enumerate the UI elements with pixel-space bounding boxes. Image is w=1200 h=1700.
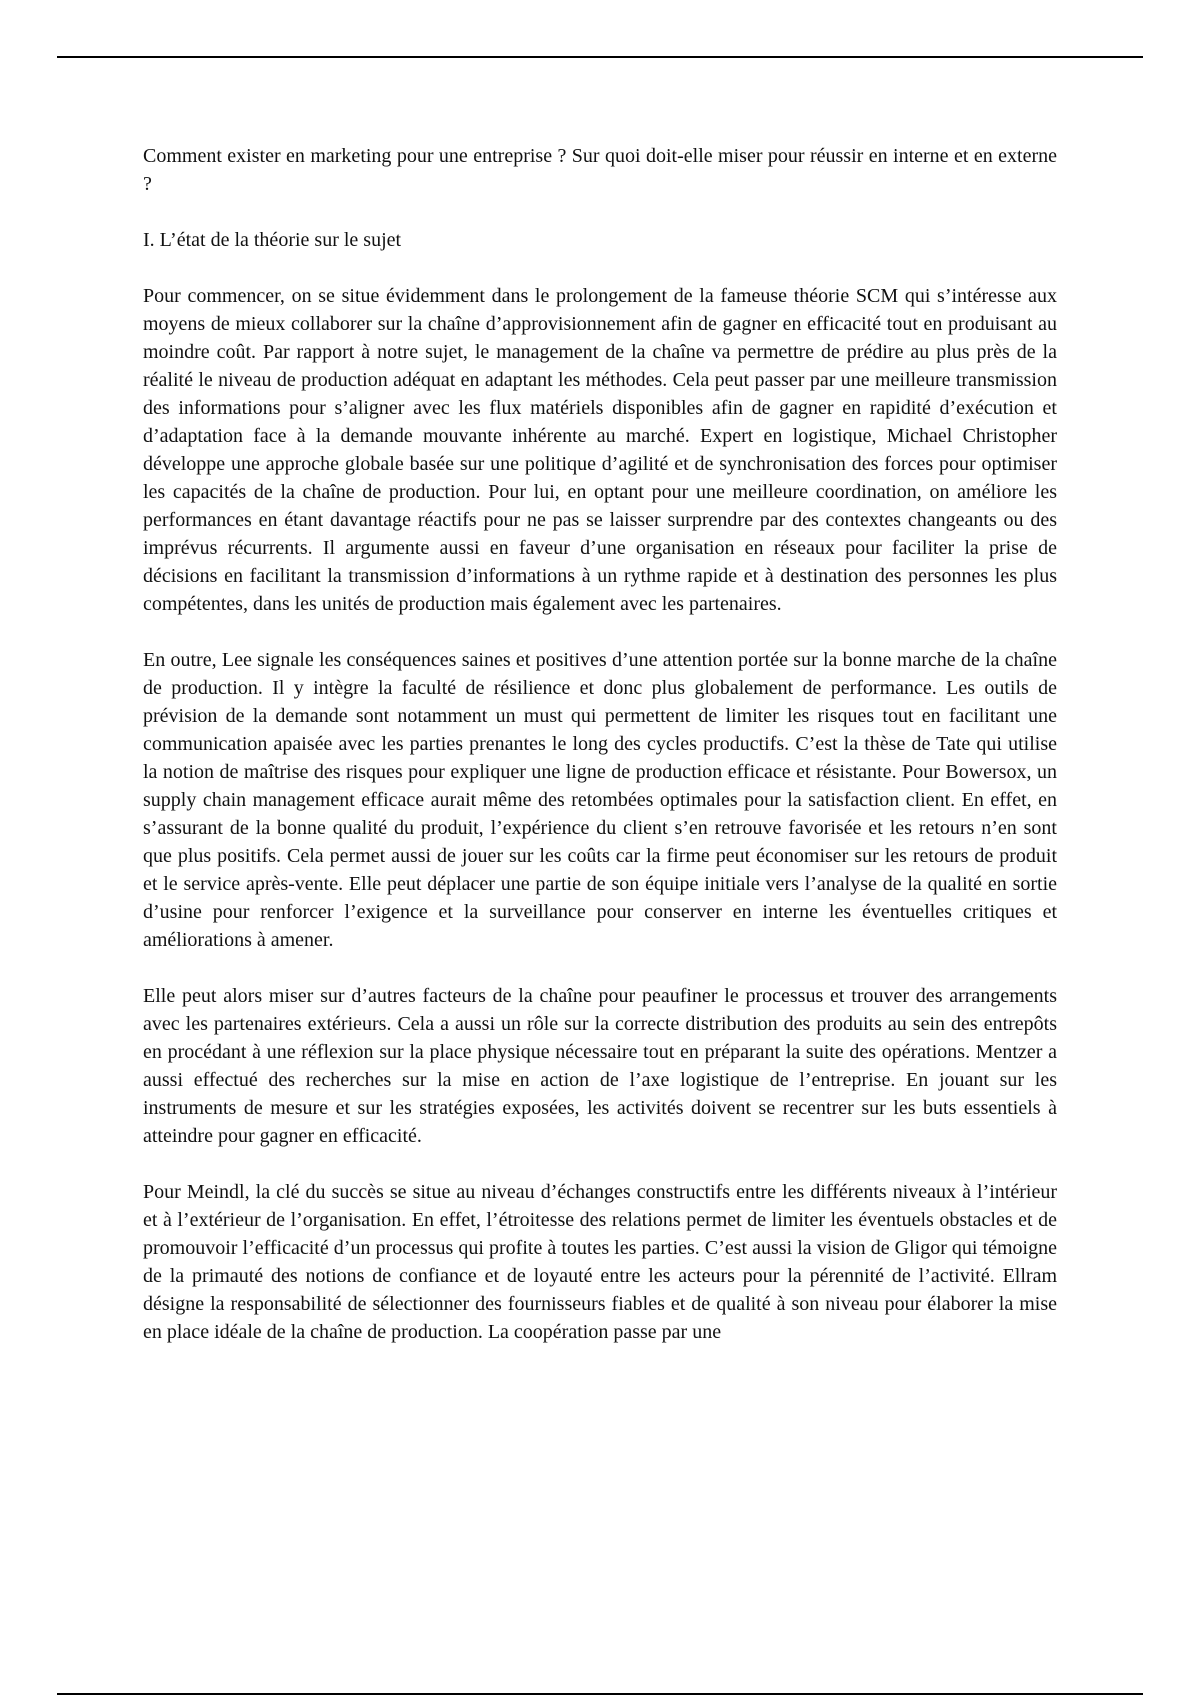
top-rule xyxy=(57,56,1143,58)
bottom-rule xyxy=(57,1693,1143,1695)
page-body xyxy=(143,142,1057,1346)
intro-question: Comment exister en marketing pour une entreprise ? Sur quoi doit-elle miser pour réussir en interne et en externe ? xyxy=(143,145,1057,195)
paragraph-chain-factors: Elle peut alors miser sur d’autres facteurs de la chaîne pour peaufiner le processus et trouver des arrangements avec les partenaires extérieurs. Cela a aussi un rôle sur la correcte distribution des produits au sein des entrepôts en procédant à une réflexion sur la place physique nécessaire tout en préparant la suite des opérations. Mentzer a aussi effectué des recherches sur la mise en action de l’axe logistique de l’entreprise. En jouant sur les instruments de mesure et sur les stratégies exposées, les activités doivent se recentrer sur les buts essentiels à atteindre pour gagner en efficacité. xyxy=(143,985,1057,1147)
section-heading: I. L’état de la théorie sur le sujet xyxy=(143,229,402,251)
paragraph-lee-resilience: En outre, Lee signale les conséquences saines et positives d’une attention portée sur la bonne marche de la chaîne de production. Il y intègre la faculté de résilience et donc plus globalement de performance. Les outils de prévision de la demande sont notamment un must qui permettent de limiter les risques tout en facilitant une communication apaisée avec les parties prenantes le long des cycles productifs. C’est la thèse de Tate qui utilise la notion de maîtrise des risques pour expliquer une ligne de production efficace et résistante. Pour Bowersox, un supply chain management efficace aurait même des retombées optimales pour la satisfaction client. En effet, en s’assurant de la bonne qualité du produit, l’expérience du client s’en retrouve favorisée et les retours n’en sont que plus positifs. Cela permet aussi de jouer sur les coûts car la firme peut économiser sur les retours de produit et le service après-vente. Elle peut déplacer une partie de son équipe initiale vers l’analyse de la qualité en sortie d’usine pour renforcer l’exigence et la surveillance pour conserver en interne les éventuelles critiques et améliorations à amener. xyxy=(143,649,1057,951)
paragraph-scm-theory: Pour commencer, on se situe évidemment dans le prolongement de la fameuse théorie SCM qui s’intéresse aux moyens de mieux collaborer sur la chaîne d’approvisionnement afin de gagner en efficacité tout en produisant au moindre coût. Par rapport à notre sujet, le management de la chaîne va permettre de prédire au plus près de la réalité le niveau de production adéquat en adaptant les méthodes. Cela peut passer par une meilleure transmission des informations pour s’aligner avec les flux matériels disponibles afin de gagner en rapidité d’exécution et d’adaptation face à la demande mouvante inhérente au marché. Expert en logistique, Michael Christopher développe une approche globale basée sur une politique d’agilité et de synchronisation des forces pour optimiser les capacités de la chaîne de production. Pour lui, en optant pour une meilleure coordination, on améliore les performances en étant davantage réactifs pour ne pas se laisser surprendre par des contextes changeants ou des imprévus récurrents. Il argumente aussi en faveur d’une organisation en réseaux pour faciliter la prise de décisions en facilitant la transmission d’informations à un rythme rapide et à destination des personnes les plus compétentes, dans les unités de production mais également avec les partenaires. xyxy=(143,285,1057,615)
paragraph-meindl-exchanges: Pour Meindl, la clé du succès se situe au niveau d’échanges constructifs entre les différents niveaux à l’intérieur et à l’extérieur de l’organisation. En effet, l’étroitesse des relations permet de limiter les éventuels obstacles et de promouvoir l’efficacité d’un processus qui profite à toutes les parties. C’est aussi la vision de Gligor qui témoigne de la primauté des notions de confiance et de loyauté entre les acteurs pour la pérennité de l’activité. Ellram désigne la responsabilité de sélectionner des fournisseurs fiables et de qualité à son niveau pour élaborer la mise en place idéale de la chaîne de production. La coopération passe par une xyxy=(143,1181,1057,1343)
